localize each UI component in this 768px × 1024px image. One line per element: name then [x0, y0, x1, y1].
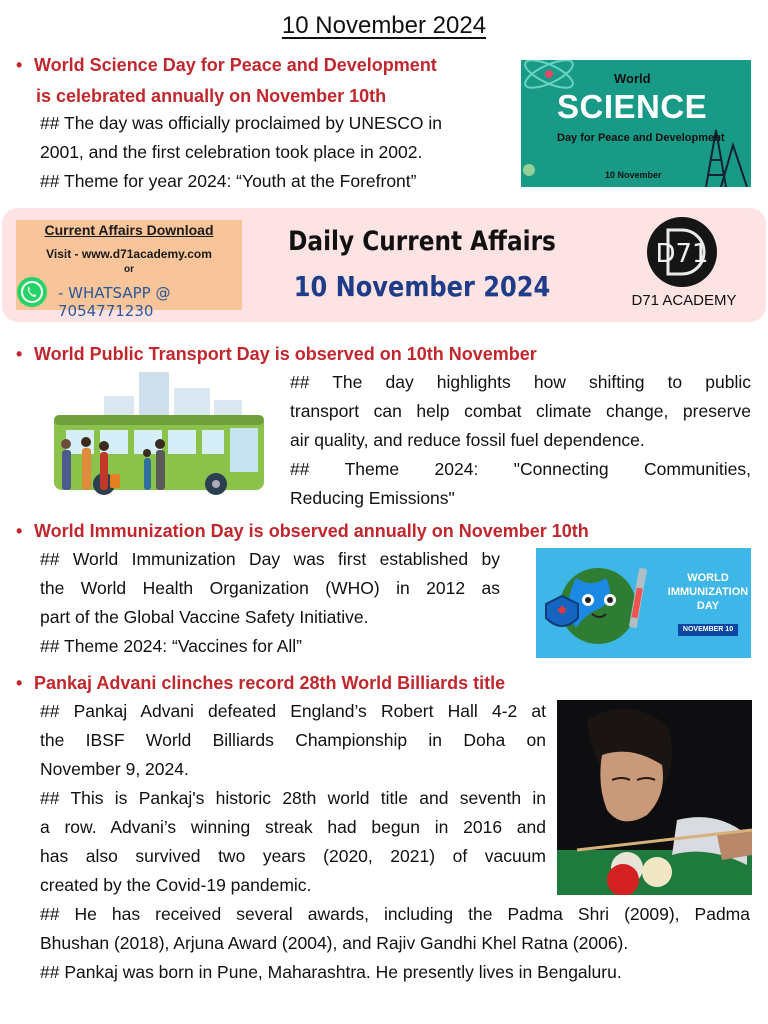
- image-date-label: 10 November: [605, 170, 662, 180]
- d71-logo-icon: [646, 216, 718, 288]
- immunization-text: ## World Immunization Day was first established by the World Health Organization (WHO) in 2012 as part of the Global Vaccine Safety Initiative. ## Theme 2024: “Vaccines for All”: [40, 549, 500, 656]
- bullet-icon: •: [16, 521, 23, 541]
- science-text: ## The day was officially proclaimed by UNESCO in 2001, and the first celebration took place in 2002. ## Theme for year 2024: “Youth at the Forefront”: [40, 113, 443, 191]
- science-day-image: [521, 60, 751, 187]
- image-line-day: DAY: [696, 600, 720, 612]
- or-label: or: [124, 264, 134, 275]
- bus-illustration: [44, 370, 274, 498]
- transport-text: ## The day highlights how shifting to public transport can help combat climate change, preserve air quality, and reduce fossil fuel dependence. ## Theme 2024: "Connecting Communities, Reducing Emissions": [290, 372, 751, 508]
- academy-name: D71 ACADEMY: [631, 292, 737, 309]
- download-box: [16, 220, 242, 320]
- bullet-icon: •: [16, 673, 23, 693]
- bullet-icon: •: [16, 55, 23, 75]
- banner-date: 10 November 2024: [293, 270, 551, 303]
- immunization-day-image: [536, 548, 751, 658]
- advani-text-part2: ## He has received several awards, including the Padma Shri (2009), Padma Bhushan (2018), Arjuna Award (2004), and Rajiv Gandhi Khel Ratna (2006). ## Pankaj was born in Pune, Maharashtra. He presently lives in Bengaluru.: [40, 904, 750, 982]
- image-world-label: World: [614, 71, 651, 86]
- bullet-icon: •: [16, 344, 23, 364]
- whatsapp-icon[interactable]: [16, 276, 48, 308]
- banner-heading: Daily Current Affairs: [288, 226, 556, 257]
- transport-title: • World Public Transport Day is observed on 10th November: [36, 339, 736, 370]
- image-line-world: WORLD: [687, 572, 729, 584]
- image-sub-label: Day for Peace and Development: [557, 132, 725, 144]
- advani-text-part1: ## Pankaj Advani defeated England’s Robert Hall 4-2 at the IBSF World Billiards Championship in Doha on November 9, 2024. ## This is Pankaj's historic 28th world title and seventh in a row. Advani’s winning streak had begun in 2016 and has also survived two years (2020, 2021) of vacuum created by the Covid-19 pandemic.: [40, 701, 546, 895]
- image-line-date: NOVEMBER 10: [678, 624, 738, 636]
- logo-text: D71: [655, 239, 709, 269]
- page-date-heading: 10 November 2024: [281, 12, 487, 39]
- image-line-immunization: IMMUNIZATION: [667, 586, 749, 598]
- science-title: • World Science Day for Peace and Development is celebrated annually on November 10th: [36, 50, 516, 112]
- advani-title: • Pankaj Advani clinches record 28th World Billiards title: [36, 668, 766, 699]
- website-link[interactable]: Visit - www.d71academy.com: [46, 247, 212, 261]
- immunization-title: • World Immunization Day is observed annually on November 10th: [36, 516, 766, 547]
- download-title[interactable]: Current Affairs Download: [44, 222, 214, 238]
- whatsapp-number[interactable]: - WHATSAPP @ 7054771230: [58, 284, 171, 320]
- image-science-label: SCIENCE: [557, 88, 708, 125]
- advani-photo: [557, 700, 752, 895]
